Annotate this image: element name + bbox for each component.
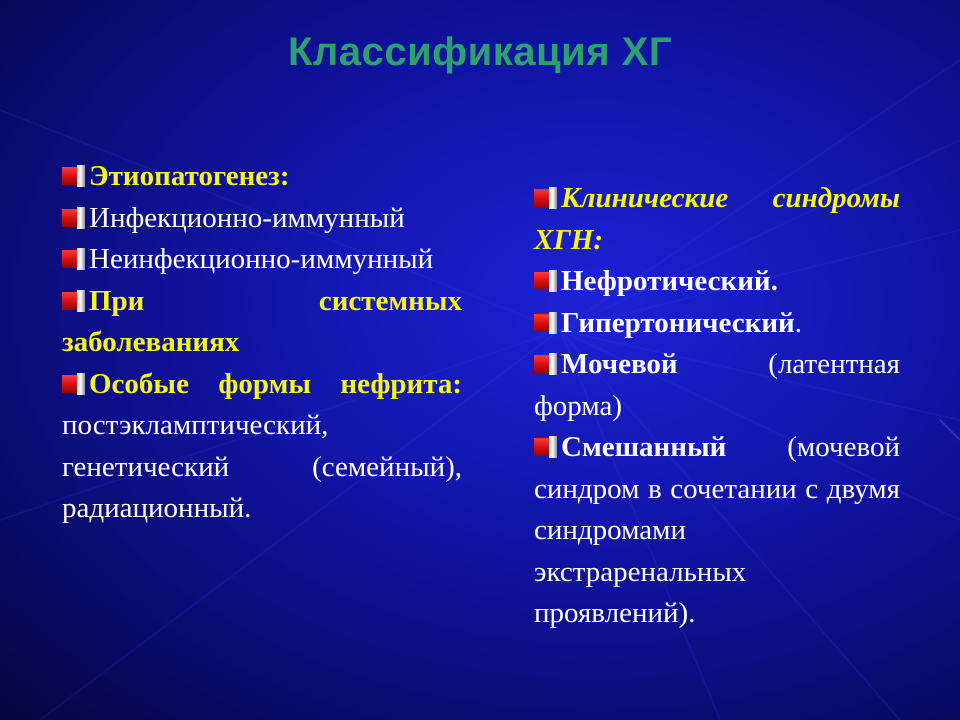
list-item bbox=[62, 281, 462, 364]
etiology-item-systemic: При системных заболеваниях bbox=[62, 284, 462, 358]
bullet-icon bbox=[62, 373, 87, 395]
bullet-icon bbox=[62, 207, 87, 229]
etiology-item-noninfectious: Неинфекционно-иммунный bbox=[89, 243, 434, 275]
list-item bbox=[534, 344, 900, 427]
bullet-icon bbox=[534, 312, 559, 334]
list-item bbox=[62, 364, 462, 530]
syndrome-nephrotic: Нефротический. bbox=[561, 265, 778, 297]
syndrome-hypertensive-tail: . bbox=[794, 306, 802, 339]
list-item bbox=[62, 239, 462, 281]
etiology-column bbox=[62, 156, 462, 530]
list-item bbox=[62, 156, 462, 198]
bullet-icon bbox=[62, 290, 87, 312]
syndrome-urinary-note: (латентная форма) bbox=[534, 348, 900, 422]
slide-title: Классификация ХГ bbox=[288, 30, 672, 74]
list-item bbox=[534, 303, 900, 345]
list-item bbox=[62, 198, 462, 240]
bullet-icon bbox=[62, 248, 87, 270]
syndrome-urinary: Мочевой bbox=[561, 348, 678, 380]
syndrome-mixed-note: (мочевой синдром в сочетании с двумя синдромами экстраренальных проявлений). bbox=[534, 431, 900, 629]
etiology-heading: Этиопатогенез: bbox=[89, 160, 290, 192]
special-forms-text: постэкламптический, генетический (семейный), радиационный. bbox=[62, 409, 462, 524]
syndrome-hypertensive: Гипертонический bbox=[561, 306, 795, 339]
clinical-syndromes-heading: Клинические синдромы ХГН: bbox=[534, 182, 900, 256]
list-item bbox=[534, 261, 900, 303]
clinical-syndromes-column bbox=[534, 178, 900, 635]
bullet-icon bbox=[534, 270, 559, 292]
etiology-item-infectious: Инфекционно-иммунный bbox=[89, 201, 405, 234]
bullet-icon bbox=[534, 436, 559, 458]
special-forms-heading: Особые формы нефрита: bbox=[89, 367, 462, 400]
syndrome-mixed: Смешанный bbox=[561, 431, 727, 463]
bullet-icon bbox=[534, 353, 559, 375]
bullet-icon bbox=[534, 187, 559, 209]
list-item bbox=[534, 178, 900, 261]
bullet-icon bbox=[62, 165, 87, 187]
list-item bbox=[534, 427, 900, 635]
